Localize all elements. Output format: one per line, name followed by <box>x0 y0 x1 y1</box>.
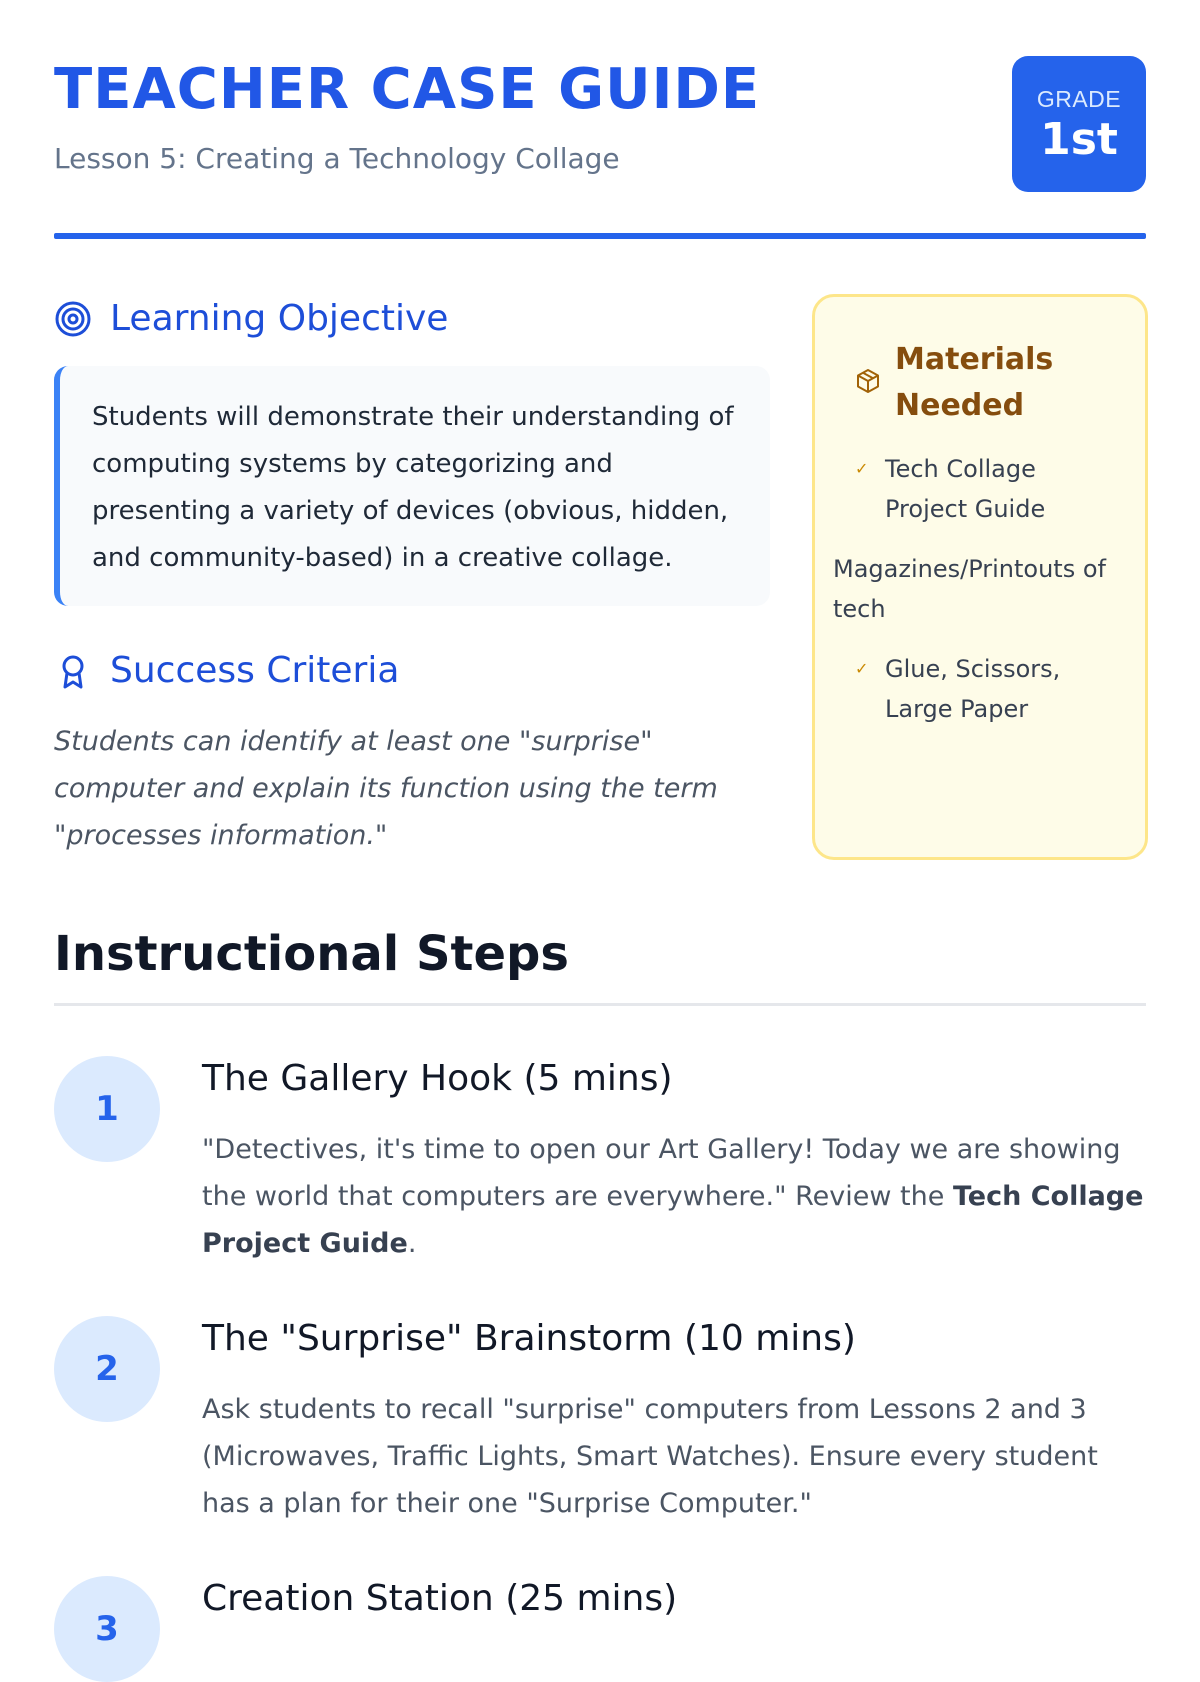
step-title: The Gallery Hook (5 mins) <box>202 1058 673 1099</box>
grade-value: 1st <box>1040 114 1118 165</box>
lesson-subtitle: Lesson 5: Creating a Technology Collage <box>54 142 620 175</box>
step-title: The "Surprise" Brainstorm (10 mins) <box>202 1318 856 1359</box>
page-header <box>54 56 1146 196</box>
materials-heading <box>855 337 1065 429</box>
step-number: 3 <box>54 1576 160 1682</box>
steps-divider <box>54 1003 1146 1006</box>
objective-heading-label: Learning Objective <box>110 298 449 339</box>
objective-heading <box>54 298 448 339</box>
criteria-heading-label: Success Criteria <box>110 650 400 691</box>
steps-heading: Instructional Steps <box>54 926 569 982</box>
check-icon: ✓ <box>855 459 869 478</box>
step-number: 1 <box>54 1056 160 1162</box>
package-icon <box>855 368 881 399</box>
materials-item-label: Glue, Scissors, Large Paper <box>885 655 1061 723</box>
step-title: Creation Station (25 mins) <box>202 1578 678 1619</box>
target-icon <box>54 300 92 338</box>
grade-badge <box>1012 56 1146 192</box>
materials-item <box>855 649 1125 729</box>
materials-heading-label: Materials Needed <box>895 342 1054 423</box>
step-description: "Detectives, it's time to open our Art Gallery! Today we are showing the world that computers are everywhere." Review the Tech Collage Project Guide. <box>202 1134 1144 1259</box>
step-number: 2 <box>54 1316 160 1422</box>
materials-item-label: Tech Collage Project Guide <box>885 455 1046 523</box>
materials-item <box>833 549 1125 629</box>
objective-box <box>54 366 770 606</box>
step-item <box>54 1576 1146 1649</box>
step-item <box>54 1056 1146 1266</box>
materials-item <box>855 449 1125 529</box>
step-highlight: Tech Collage Project Guide <box>202 1181 1144 1259</box>
grade-label: GRADE <box>1036 86 1122 112</box>
materials-item-label: Magazines/Printouts of tech <box>833 555 1106 623</box>
criteria-heading <box>54 650 399 691</box>
criteria-text: Students can identify at least one "surprise" computer and explain its function using the term "processes information." <box>54 726 718 851</box>
check-icon: ✓ <box>855 659 869 678</box>
header-divider <box>54 233 1146 239</box>
objective-text: Students will demonstrate their understanding of computing systems by categorizing and presenting a variety of devices (obvious, hidden, and community-based) in a creative collage. <box>92 402 734 573</box>
page-title: TEACHER CASE GUIDE <box>54 57 761 122</box>
award-icon <box>54 652 92 690</box>
step-description: Ask students to recall "surprise" computers from Lessons 2 and 3 (Microwaves, Traffic Lights, Smart Watches). Ensure every student has a plan for their one "Surprise Computer." <box>202 1394 1098 1519</box>
step-item <box>54 1316 1146 1526</box>
materials-list <box>833 449 1125 749</box>
materials-card <box>812 294 1148 860</box>
